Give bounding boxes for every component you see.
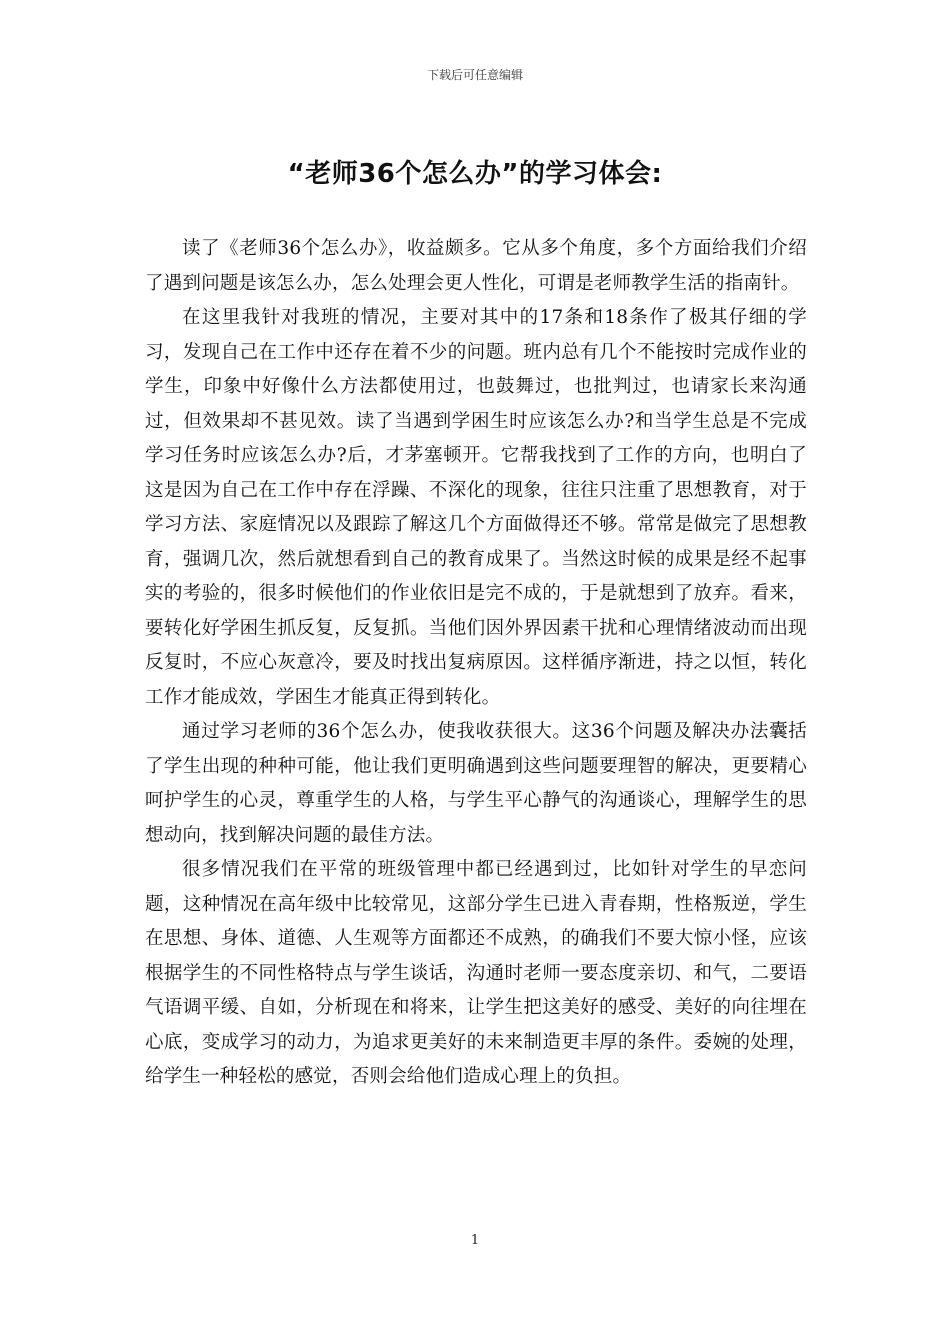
document-title: “老师36个怎么办”的学习体会: xyxy=(287,159,663,189)
page-number: 1 xyxy=(470,1233,480,1248)
paragraph-3: 通过学习老师的36个怎么办，使我收获很大。这36个问题及解决办法囊括了学生出现的种种可能，他让我们更明确遇到这些问题要理智的解决，更要精心呵护学生的心灵，尊重学生的人格，与学生平心静气的沟通谈心，理解学生的思想动向，找到解决问题的最佳方法。 xyxy=(145,721,807,846)
document-body xyxy=(145,232,807,1095)
paragraph-1: 读了《老师36个怎么办》，收益颇多。它从多个角度，多个方面给我们介绍了遇到问题是该怎么办，怎么处理会更人性化，可谓是老师教学生活的指南针。 xyxy=(145,238,807,294)
page-header: 下载后可任意编辑 xyxy=(426,68,523,82)
paragraph-2: 在这里我针对我班的情况，主要对其中的17条和18条作了极其仔细的学习，发现自己在工作中还存在着不少的问题。班内总有几个不能按时完成作业的学生，印象中好像什么方法都使用过，也鼓舞过，也批判过，也请家长来沟通过，但效果却不甚见效。读了当遇到学困生时应该怎么办?和当学生总是不完成学习任务时应该怎么办?后，才茅塞顿开。它帮我找到了工作的方向，也明白了这是因为自己在工作中存在浮躁、不深化的现象，往往只注重了思想教育，对于学习方法、家庭情况以及跟踪了解这几个方面做得还不够。常常是做完了思想教育，强调几次，然后就想看到自己的教育成果了。当然这时候的成果是经不起事实的考验的，很多时候他们的作业依旧是完不成的，于是就想到了放弃。看来，要转化好学困生抓反复，反复抓。当他们因外界因素干扰和心理情绪波动而出现反复时，不应心灰意冷，要及时找出复病原因。这样循序渐进，持之以恒，转化工作才能成效，学困生才能真正得到转化。 xyxy=(145,307,807,708)
paragraph-4: 很多情况我们在平常的班级管理中都已经遇到过，比如针对学生的早恋问题，这种情况在高年级中比较常见，这部分学生已进入青春期，性格叛逆，学生在思想、身体、道德、人生观等方面都还不成熟，的确我们不要大惊小怪，应该根据学生的不同性格特点与学生谈话，沟通时老师一要态度亲切、和气，二要语气语调平缓、自如，分析现在和将来，让学生把这美好的感受、美好的向往埋在心底，变成学习的动力，为追求更美好的未来制造更丰厚的条件。委婉的处理，给学生一种轻松的感觉，否则会给他们造成心理上的负担。 xyxy=(145,859,807,1087)
